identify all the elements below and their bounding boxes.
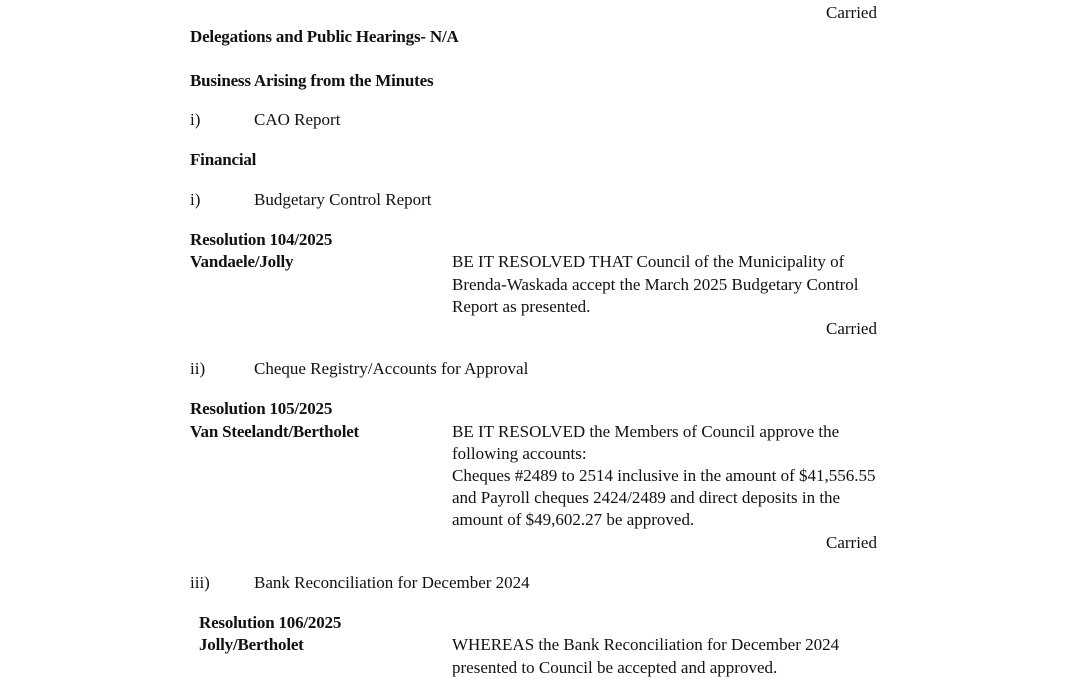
item-label-cao-report: CAO Report	[254, 110, 341, 129]
item-label-budgetary-control-report: Budgetary Control Report	[254, 190, 432, 209]
resolution-text-line: Cheques #2489 to 2514 inclusive in the amount of $41,556.55	[452, 466, 876, 485]
resolution-text-line: WHEREAS the Bank Reconciliation for December 2024	[452, 635, 840, 654]
resolution-status: Carried	[826, 533, 877, 552]
resolution-text-line: BE IT RESOLVED THAT Council of the Municipality of	[452, 252, 845, 271]
cutoff-text-line	[460, 0, 790, 2]
resolution-status: Carried	[826, 319, 877, 338]
resolution-text-line: Brenda-Waskada accept the March 2025 Budgetary Control	[452, 275, 859, 294]
resolution-title: Resolution 106/2025	[199, 613, 342, 632]
item-label-cheque-registry: Cheque Registry/Accounts for Approval	[254, 359, 529, 378]
item-number: ii)	[190, 359, 206, 378]
section-heading-financial: Financial	[190, 150, 257, 169]
resolution-text-line: presented to Council be accepted and approved.	[452, 658, 778, 677]
section-heading-delegations: Delegations and Public Hearings- N/A	[190, 27, 459, 46]
resolution-title: Resolution 104/2025	[190, 230, 333, 249]
resolution-title: Resolution 105/2025	[190, 399, 333, 418]
resolution-text-line: amount of $49,602.27 be approved.	[452, 510, 695, 529]
resolution-movers: Van Steelandt/Bertholet	[190, 422, 360, 441]
item-number: i)	[190, 110, 201, 129]
resolution-text-line: following accounts:	[452, 444, 587, 463]
section-heading-business-arising: Business Arising from the Minutes	[190, 71, 434, 90]
item-number: iii)	[190, 573, 210, 592]
resolution-text-line: and Payroll cheques 2424/2489 and direct deposits in the	[452, 488, 841, 507]
carried-status-top: Carried	[826, 3, 877, 22]
resolution-text-line: Report as presented.	[452, 297, 591, 316]
resolution-movers: Vandaele/Jolly	[190, 252, 294, 271]
resolution-movers: Jolly/Bertholet	[199, 635, 304, 654]
item-label-bank-reconciliation: Bank Reconciliation for December 2024	[254, 573, 530, 592]
item-number: i)	[190, 190, 201, 209]
resolution-text-line: BE IT RESOLVED the Members of Council approve the	[452, 422, 840, 441]
